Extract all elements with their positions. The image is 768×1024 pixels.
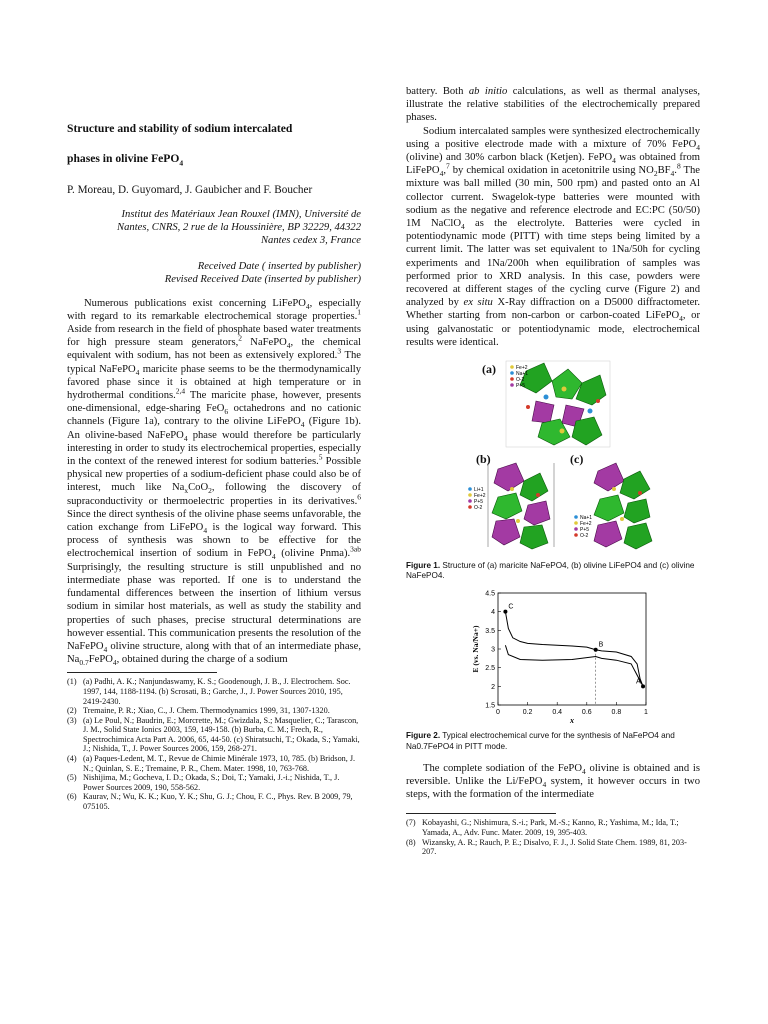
revised-date: Revised Received Date (inserted by publisher) — [164, 274, 361, 286]
footnote — [67, 716, 361, 754]
x-tick-label: 0.2 — [522, 709, 533, 717]
footnote-number: (8) — [406, 837, 416, 847]
point-B — [594, 648, 598, 652]
footnote-rule — [406, 813, 556, 814]
x-axis-label: x — [570, 716, 574, 726]
footnote-number: (3) — [67, 715, 77, 725]
footnote-text: Nishijima, M.; Gocheva, I. D.; Okada, S.; Doi, T.; Yamaki, J.-i.; Nishida, T., J. Power Sources 2009, 190, 558-562. — [83, 773, 340, 792]
x-tick-label: 0.8 — [611, 709, 622, 717]
footnote — [67, 706, 361, 716]
footnote-number: (4) — [67, 754, 77, 764]
y-tick-label: 3.5 — [485, 628, 495, 636]
footnote-number: (5) — [67, 773, 77, 783]
footnote-text: Kaurav, N.; Wu, K. K.; Kuo, Y. K.; Shu, G. J.; Chou, F. C., Phys. Rev. B 2009, 79, 075105. — [83, 792, 353, 812]
footnote-rule — [67, 672, 217, 673]
svg-text:P+5: P+5 — [474, 499, 484, 506]
body-paragraph-1: Numerous publications exist concerning LiFePO$_4$, especially with regard to its remarkable electrochemical storage properties.$^1$ Aside from research in the field of phosphate based water treatments for high pressure steam generators,$^2$ NaFePO$_4$, the chemical equivalent with sodium, has not been as extensively explored.$^3$ The typical NaFePO$_4$ maricite phase seems to be the thermodynamically favored phase since it is obtained at high temperature or in hydrothermal conditions.$^{2,4}$ The maricite phase, however, presents one-dimensional, edge-sharing FeO$_6$ octahedrons and no cationic channels (Figure 1a), contrary to the olivine LiFePO$_4$ (Figure 1b). An olivine-based NaFePO$_4$ phase would therefore be particularly interesting in order to study its electrochemical properties, especially in the context of the renewed interest for sodium batteries.$^5$ Possible physical new properties of a sodium-deficient phase could also be of interest, much like $Na_xCoO_2$, following the discovery of supraconductivity or thermoelectric properties in its derivatives.$^6$ Since the direct synthesis of the olivine phase seems unfavorable, the cation exchange from LiFePO$_4$ is the logical way forward. This process of synthesis was shown to be effective for the electrochemical insertion of sodium in FePO$_4$ (olivine Pnma).$^{3ab}$ Surprisingly, the resulting structure is still unpublished and no intermediate phase was reported. If one is to understand the fundamental differences between the insertion of lithium versus sodium in similar host materials, as well as study the stability and properties of such phases, precise structural determinations are however essential. This communication presents the resolution of the NaFePO$_4$ olivine structure, along with that of an intermediate phase, $Na_{0.7}FePO_4$, obtained during the charge of a sodium — [67, 297, 362, 668]
footnotes-left — [67, 677, 361, 811]
svg-text:P+5: P+5 — [580, 527, 590, 534]
svg-text:Li+1: Li+1 — [474, 487, 484, 494]
electrochemical-curve-chart — [406, 587, 700, 727]
footnote — [67, 773, 361, 792]
footnote-text: Kobayashi, G.; Nishimura, S.-i.; Park, M.-S.; Kanno, R.; Yashima, M.; Ida, T.; Yamada, A., Adv. Func. Mater. 2009, 19, 395-403. — [422, 818, 679, 838]
body-paragraph-3: Sodium intercalated samples were synthesized electrochemically using a positive electrode made with a mixture of 70% FePO$_4$ (olivine) and 30% carbon black (Ketjen). FePO$_4$ was obtained from LiFePO$_4$,$^7$ by chemical oxidation in acetonitrile using $NO_2BF_4.^8$ The mixture was ball milled (30 min, 500 rpm) and pasted onto an Al collector current. Swagelok-type batteries were mounted with sodium as the negative and reference electrode and EC:PC (50/50) 1M NaClO$_4$ as the electrolyte. Batteries were cycled in potentiodynamic mode (PITT) with time steps being limited by a current limit. The latter was set equivalent to 1Na/50h for cycling experiments and 1Na/200h when equilibration of samples was performed prior to XRD analysis. In this case, powders were recovered at different stages of the cycling curve (Figure 2) and analyzed by ex situ X-Ray diffraction on a D5000 diffractometer. Whether starting from non-carbon or carbon-coated LiFePO$_4$, or using galvanostatic or potentiodynamic mode, electrochemical results were identical. — [406, 125, 700, 348]
structure-c — [594, 463, 652, 549]
authors: P. Moreau, D. Guyomard, J. Gaubicher and F. Boucher — [67, 184, 313, 197]
figure-1-caption: Figure 1. Structure of (a) maricite NaFePO4, (b) olivine LiFePO4 and (c) olivine NaFePO4. — [406, 561, 695, 581]
legend-c — [574, 515, 592, 539]
footnote-text: (a) Le Poul, N.; Baudrin, E.; Morcrette, M.; Gwizdala, S.; Masquelier, C.; Tarascon, J. M., Solid State Ionics 2003, 159, 149-158. (b) Burba, C. M.; Frech, R., Spectrochimica Acta Part A. 2006, 65, 44-50. (c) Shiratsuchi, T.; Okada, S.; Yamaki, J.; Nishida, T., J. Power Sources 2006, 159, 268-271. — [83, 715, 360, 754]
body-paragraph-2: battery. Both ab initio calculations, as well as thermal analyses, illustrate the relative stabilities of the electrochemically prepared phases. — [406, 86, 701, 124]
figure-1 — [406, 359, 700, 555]
footnote — [406, 838, 700, 857]
received-date: Received Date ( inserted by publisher) — [197, 261, 361, 273]
x-tick-label: 0.4 — [552, 709, 563, 717]
svg-text:O-2: O-2 — [474, 505, 483, 512]
svg-text:Fe+2: Fe+2 — [516, 365, 528, 372]
figure-1c-label: (c) — [570, 452, 584, 467]
svg-text:Fe+2: Fe+2 — [580, 521, 592, 528]
footnote-number: (6) — [67, 792, 77, 802]
footnote-number: (2) — [67, 706, 77, 716]
footnote-text: Wizansky, A. R.; Rauch, P. E.; Disalvo, F. J., J. Solid State Chem. 1989, 81, 203-207. — [422, 837, 687, 857]
footnote-text: (a) Paques-Ledent, M. T., Revue de Chimie Minérale 1973, 10, 785. (b) Bridson, J. N.; Quinlan, S. E.; Tremaine, P. R., Chem. Mater. 1998, 10, 763-768. — [83, 754, 356, 773]
figure-2 — [406, 587, 700, 727]
point-C — [503, 610, 507, 614]
svg-text:Fe+2: Fe+2 — [474, 493, 486, 500]
series-line-2 — [505, 646, 643, 687]
y-tick-label: 2.5 — [485, 665, 495, 673]
left-column — [67, 122, 361, 812]
footnote-text: (a) Padhi, A. K.; Nanjundaswamy, K. S.; Goodenough, J. B., J. Electrochem. Soc. 1997, 144, 1188-1194. (b) Scrosati, B.; Garche, J., J. Power Sources 2010, 195, 2419-2430. — [83, 677, 351, 706]
x-tick-label: 1 — [644, 709, 648, 717]
svg-text:Na+1: Na+1 — [516, 371, 529, 378]
y-tick-label: 1.5 — [485, 702, 495, 710]
figure-2-caption: Figure 2. Typical electrochemical curve for the synthesis of NaFePO4 and Na0.7FePO4 in PITT mode. — [406, 731, 675, 751]
point-A — [641, 685, 645, 689]
legend-b — [468, 487, 486, 511]
svg-text:P+5: P+5 — [516, 383, 526, 390]
footnote — [67, 754, 361, 773]
right-column — [406, 85, 700, 857]
svg-text:Na+1: Na+1 — [580, 515, 593, 522]
figure-1a-label: (a) — [482, 362, 496, 377]
footnote — [67, 792, 361, 811]
footnote — [67, 677, 361, 706]
body-paragraph-4: The complete sodiation of the FePO$_4$ olivine is obtained and is reversible. Unlike the Li/FePO$_4$ system, it however occurs in two steps, with the formation of the intermediate — [406, 762, 700, 801]
y-tick-label: 2 — [491, 684, 495, 692]
x-tick-label: 0.6 — [581, 709, 592, 717]
footnote-text: Tremaine, P. R.; Xiao, C., J. Chem. Thermodynamics 1999, 31, 1307-1320. — [83, 706, 330, 716]
footnote — [406, 818, 700, 837]
y-tick-label: 4 — [491, 609, 495, 617]
y-axis-label: E (vs. Na/Na+) — [471, 625, 480, 673]
figure-1b-label: (b) — [476, 452, 491, 467]
point-label-C: C — [508, 604, 514, 612]
plot-frame — [498, 593, 646, 705]
paper-title-line1: Structure and stability of sodium intercalated — [67, 122, 293, 135]
affiliation: Institut des Matériaux Jean Rouxel (IMN), Université de Nantes, CNRS, 2 rue de la Houssinière, BP 32229, 44322 Nantes cedex 3, France — [117, 208, 361, 247]
point-label-B: B — [598, 642, 604, 650]
series-line-1 — [505, 612, 643, 687]
crystal-structure-diagrams — [406, 359, 700, 555]
y-tick-label: 4.5 — [485, 590, 495, 598]
svg-text:O-2: O-2 — [580, 533, 589, 540]
structure-b — [488, 463, 554, 549]
point-label-A: A — [636, 678, 641, 686]
y-tick-label: 3 — [491, 646, 495, 654]
footnote-number: (7) — [406, 818, 416, 828]
paper-title-line2: phases in olivine FePO$_4$ — [67, 152, 184, 168]
footnotes-right — [406, 818, 700, 856]
svg-text:O-2: O-2 — [516, 377, 525, 384]
x-tick-label: 0 — [496, 709, 500, 717]
footnote-number: (1) — [67, 677, 77, 687]
